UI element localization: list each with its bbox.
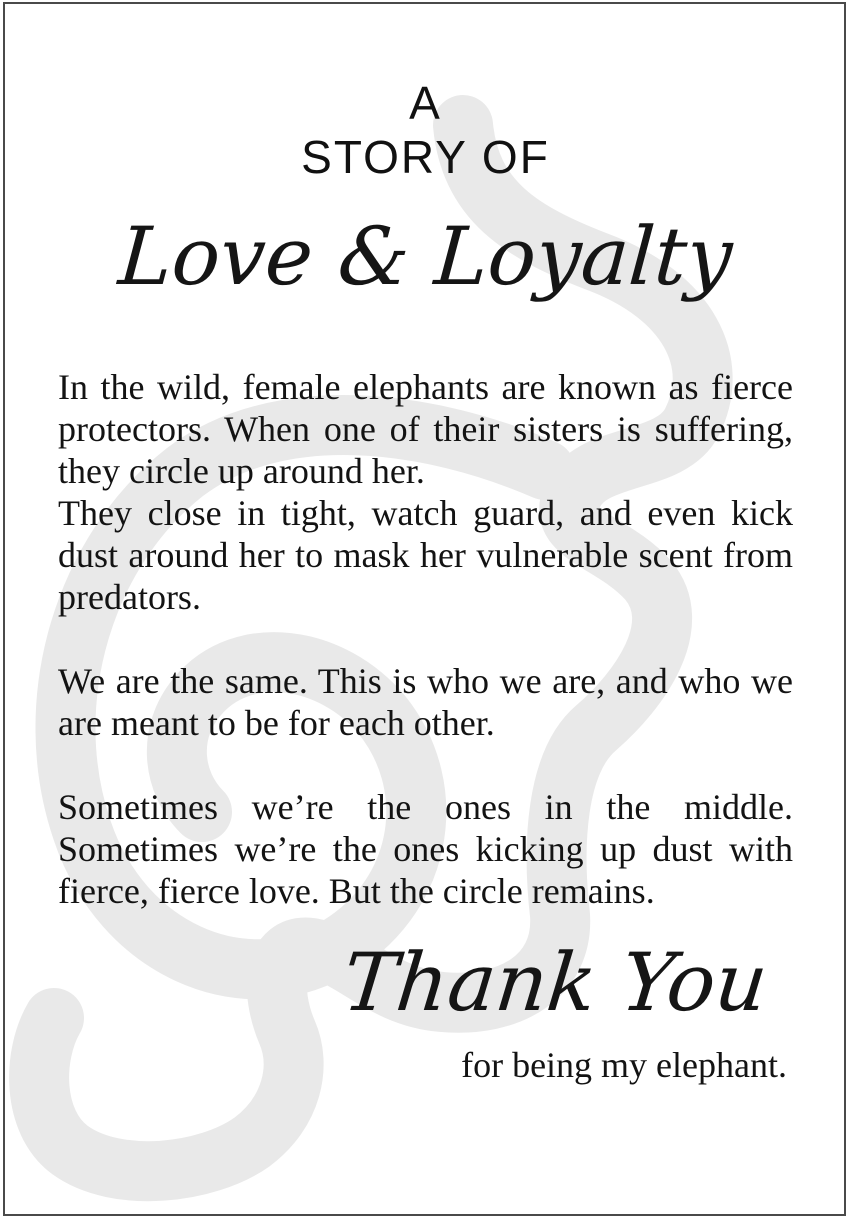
body-paragraph: We are the same. This is who we are, and who we are meant to be for each other. [58, 661, 793, 743]
body-paragraph: In the wild, female elephants are known as fierce protectors. When one of their sisters is suffering, they circle up around her. [58, 367, 793, 491]
body-block [58, 366, 793, 912]
body-paragraph: Sometimes we’re the ones in the middle. Sometimes we’re the ones kicking up dust with fierce, fierce love. But the circle remains. [58, 787, 793, 911]
closing-script-text: Thank You [338, 936, 772, 1029]
body-paragraph: They close in tight, watch guard, and even kick dust around her to mask her vulnerable scent from predators. [58, 493, 793, 617]
closing-block [58, 924, 793, 1088]
script-title: Love & Loyalty [115, 210, 736, 303]
page-title-caps: STORY OF [301, 131, 550, 183]
page-title-top: A [409, 77, 442, 129]
closing-subtext: for being my elephant. [461, 1045, 787, 1085]
title-block [58, 76, 793, 184]
